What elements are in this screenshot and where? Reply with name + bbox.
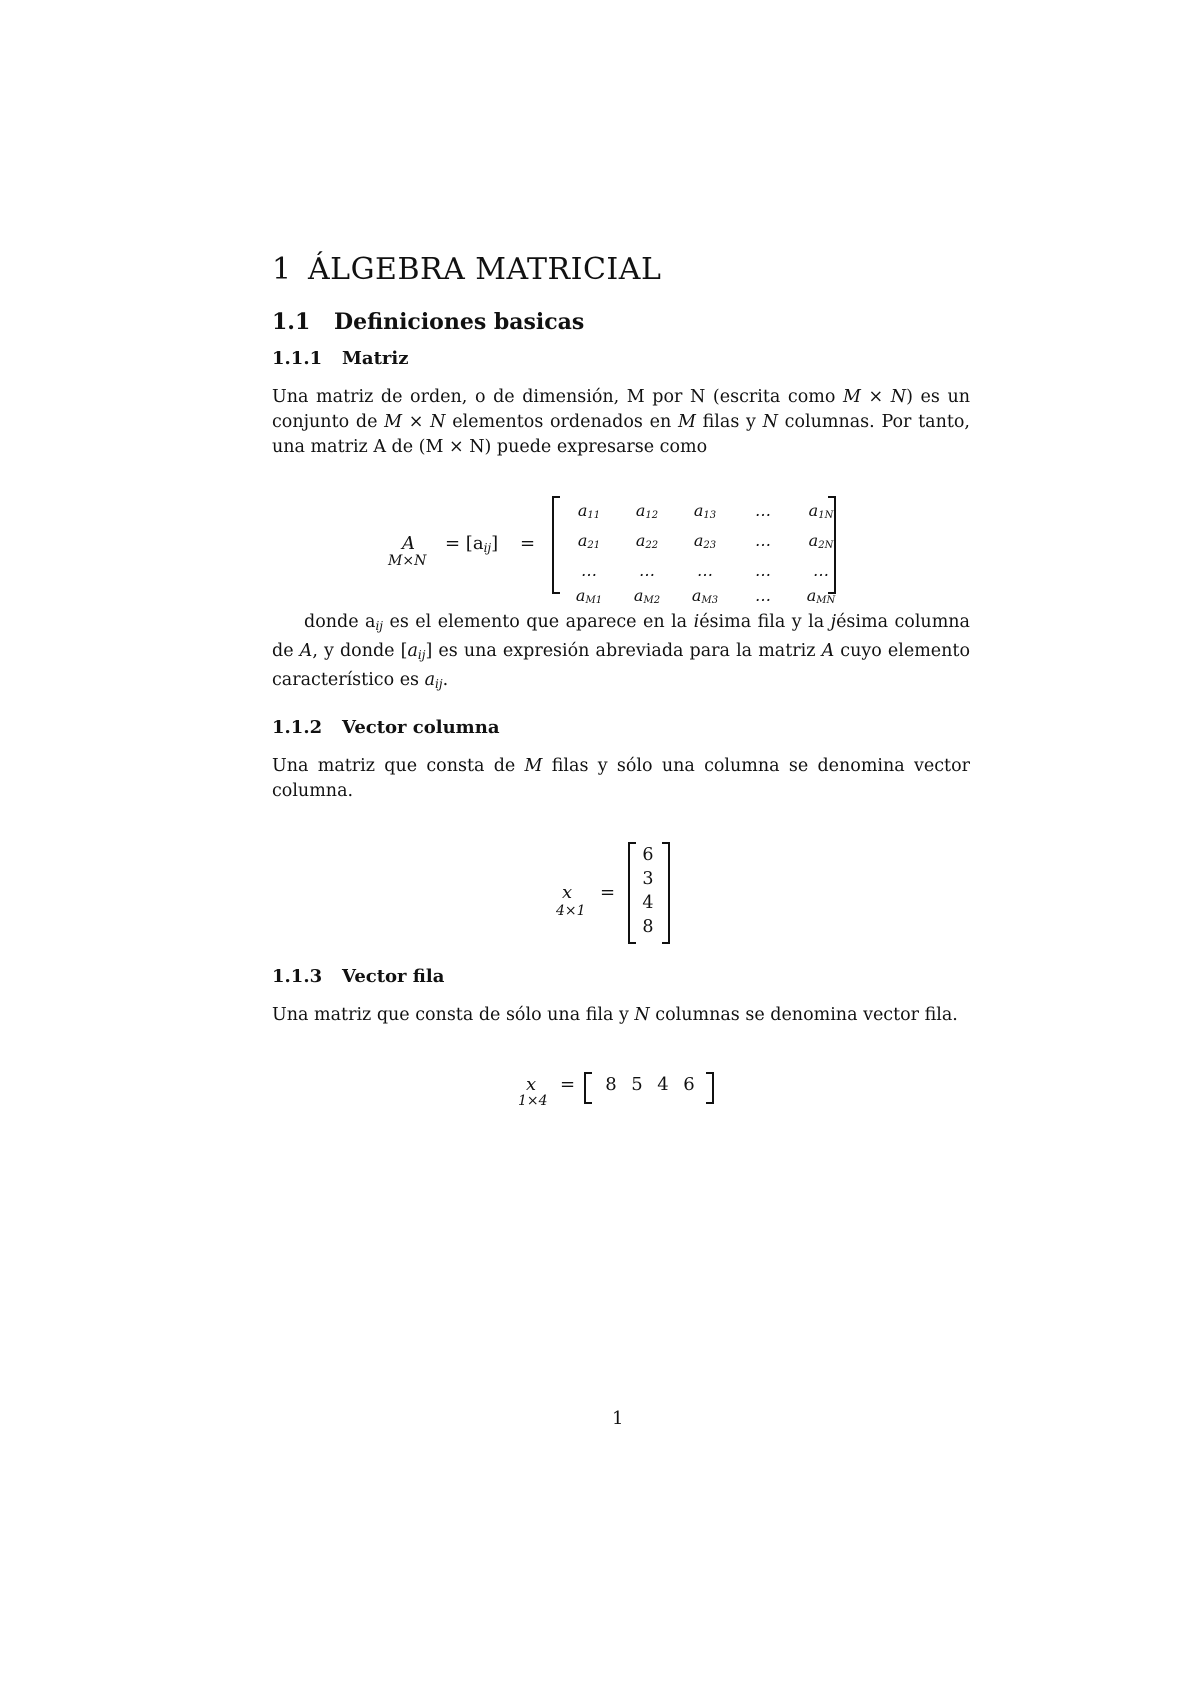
text-run: columnas se denomina vector fila. [649,1005,958,1025]
text-run: elementos ordenados en [445,412,678,432]
matrix-cell: aM2 [633,586,661,606]
text-run: ) es un conjunto de [272,387,970,432]
matrix-cell: a21 [577,531,601,551]
row-vector-left-bracket [584,1072,592,1104]
text-run: columnas. Por tanto, una matriz A de (M × N) puede expresarse como [272,412,970,457]
section-title-text: ÁLGEBRA MATRICIAL [308,252,662,287]
matrix-equation-lhs [388,533,427,569]
math-run: M × N [384,412,446,432]
text-run: ésima fila y la [699,612,831,632]
matrix-cell: … [813,561,829,580]
row-vector-lhs [526,1074,536,1095]
matrix-cell: a2N [808,531,834,551]
matrix-left-bracket [552,496,560,594]
math-run: A [821,641,835,661]
math-run: M × N [842,387,907,407]
matrix-cell: a22 [635,531,659,551]
text-run: filas y sólo una columna se denomina vector columna. [272,756,970,801]
matrix-cell: a23 [693,531,717,551]
page-number: 1 [612,1408,624,1429]
section-title [272,252,661,287]
text-run: filas y [695,412,763,432]
subscript: ij [435,677,443,691]
matrix-cell: a13 [693,501,717,521]
matrix-cell: … [581,561,597,580]
row-vector-entry: 8 [605,1074,617,1095]
matrix-symbol-A: A [402,533,415,554]
heading-vector-columna-number: 1.1.2 [272,717,323,738]
matrix-cell: … [755,561,771,580]
text-run: Una matriz que consta de [272,756,525,776]
heading-matriz [272,348,408,369]
row-vector-dimension: 1×4 [518,1093,548,1109]
section-number: 1 [272,252,292,287]
text-run: Una matriz que consta de sólo una fila y [272,1005,635,1025]
vector-symbol-x: x [526,1074,537,1095]
paragraph-vector-columna [272,754,970,804]
row-vector-right-bracket [706,1072,714,1104]
text-run: es el elemento que aparece en la [383,612,694,632]
text-run: ésima columna de [272,612,970,661]
matrix-equation-mid [445,533,498,555]
row-vector-entry: 5 [631,1074,643,1095]
math-run: A [299,641,313,661]
matrix-right-bracket [828,496,836,594]
column-vector-dimension: 4×1 [556,903,586,919]
matrix-dimension-subscript: M×N [388,553,427,569]
column-vector-lhs [562,882,572,903]
heading-matriz-number: 1.1.1 [272,348,323,369]
text-run: . [442,670,449,690]
matrix-cell: aM3 [691,586,719,606]
column-vector-entry: 8 [642,917,654,937]
heading-matriz-text: Matriz [342,348,409,369]
matrix-cell: a12 [635,501,659,521]
subsection-title-text: Definiciones basicas [334,309,585,335]
row-vector-values [598,1074,702,1095]
heading-vector-columna-text: Vector columna [342,717,500,738]
math-run: M [677,412,696,432]
matrix-cell: … [755,586,771,605]
matrix-cell: aMN [806,586,836,606]
column-vector-right-bracket [662,842,670,944]
paragraph-vector-fila [272,1003,970,1028]
matrix-cell: … [639,561,655,580]
math-run: a [424,670,436,690]
text-run: donde a [304,612,376,632]
matrix-cell: … [755,501,771,520]
math-run: i [693,612,700,632]
column-vector-left-bracket [628,842,636,944]
column-vector-entry: 3 [642,869,654,889]
column-vector-entry: 6 [642,845,654,865]
math-run: M [524,756,543,776]
matrix-cell: a1N [808,501,834,521]
heading-vector-fila-text: Vector fila [342,966,445,987]
row-vector-equals: = [560,1074,576,1095]
heading-vector-fila [272,966,444,987]
matrix-cell: aM1 [575,586,603,606]
subsection-number: 1.1 [272,309,311,335]
bracket-aij-open: = [a [445,533,484,554]
subsection-title [272,309,584,335]
matrix-cell: … [755,531,771,550]
column-vector-values [638,843,658,939]
matrix-body [560,500,850,611]
column-vector-entry: 4 [642,893,654,913]
heading-vector-columna [272,717,499,738]
math-run: j [830,612,837,632]
column-vector-equals: = [600,882,616,903]
text-run: cuyo elemento característico es [272,641,970,690]
math-run: a [407,641,418,661]
text-run: ] es una expresión abreviada para la matriz [425,641,822,661]
heading-vector-fila-number: 1.1.3 [272,966,323,987]
math-run: N [634,1005,650,1025]
subscript: ij [417,648,426,662]
text-run: , y donde [ [312,641,408,661]
paragraph-matriz-explanation [272,610,970,697]
bracket-aij-close: ] [491,533,499,554]
math-run: N [762,412,778,432]
text-run: Una matriz de orden, o de dimensión, M por N (escrita como [272,387,843,407]
row-vector-entry: 6 [683,1074,695,1095]
aij-subscript: ij [483,541,492,555]
vector-symbol-x: x [562,882,573,903]
subscript: ij [375,619,384,633]
paragraph-matriz-definition [272,385,970,460]
matrix-cell: a11 [577,501,601,521]
row-vector-entry: 4 [657,1074,669,1095]
matrix-cell: … [697,561,713,580]
matrix-equals: = [520,533,536,554]
